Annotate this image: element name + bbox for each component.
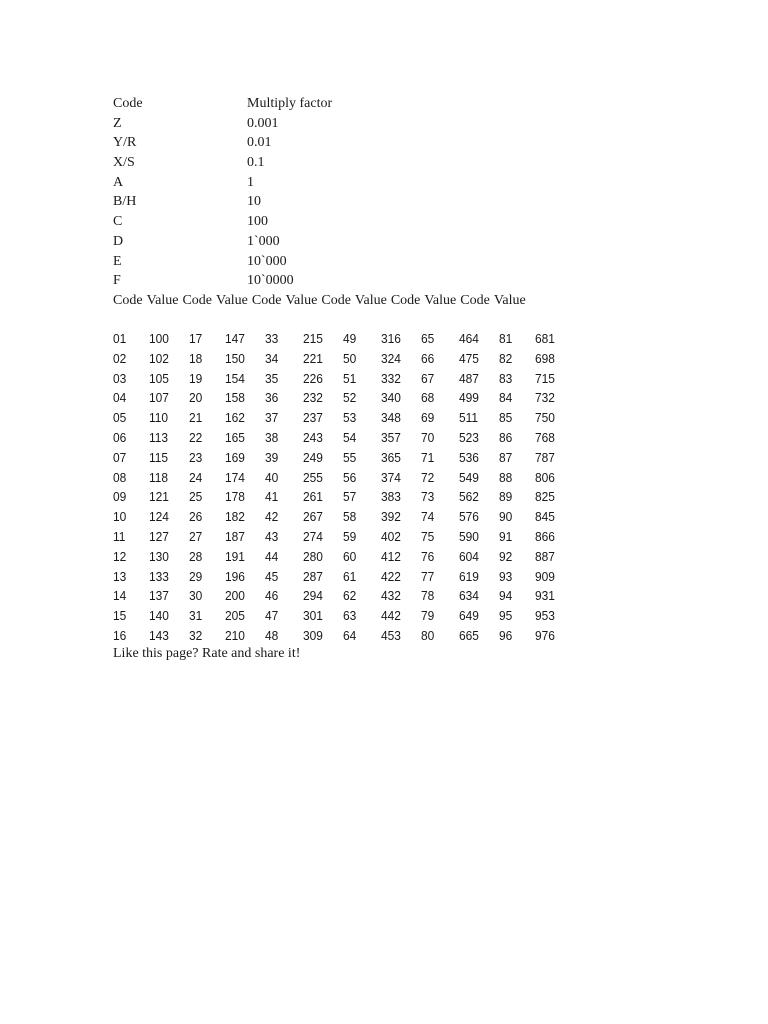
value-cell: 226	[302, 370, 323, 386]
value-cell: 232	[302, 390, 323, 406]
value-cell: 187	[224, 528, 245, 544]
code-cell: 05	[113, 410, 127, 426]
code-cell: 01	[113, 331, 127, 346]
value-cell: 210	[224, 627, 245, 643]
code-cell: 37	[264, 410, 279, 426]
value-cell: 845	[534, 509, 555, 525]
factor-cell: 0.1	[247, 155, 265, 171]
code-cell: 06	[113, 429, 127, 445]
code-cell: 69	[420, 410, 435, 426]
value-cell: 316	[380, 331, 401, 346]
code-cell: C	[113, 214, 123, 230]
code-cell: 34	[264, 350, 279, 366]
code-cell: 71	[420, 449, 435, 465]
code-cell: 25	[188, 489, 203, 505]
code-cell: 55	[343, 449, 357, 465]
code-cell: 92	[498, 548, 513, 564]
value-cell: 130	[148, 548, 169, 564]
code-cell: 87	[498, 449, 513, 465]
code-cell: 32	[188, 627, 203, 643]
value-cell: 576	[458, 509, 479, 525]
code-cell: 08	[113, 469, 127, 485]
value-cell: 110	[148, 410, 169, 426]
code-cell: 07	[113, 449, 127, 465]
value-cell: 107	[148, 390, 169, 406]
code-cell: 28	[188, 548, 203, 564]
value-cell: 348	[380, 410, 401, 426]
code-cell: X/S	[113, 155, 135, 171]
factor-cell: 10`000	[247, 253, 287, 269]
value-cell: 243	[302, 429, 323, 445]
value-column-header: Value	[354, 293, 387, 308]
value-cell: 365	[380, 449, 401, 465]
code-cell: 62	[343, 588, 357, 604]
value-column-header: Value	[424, 293, 457, 308]
value-cell: 698	[534, 350, 555, 366]
code-cell: 21	[188, 410, 203, 426]
code-cell: F	[113, 273, 121, 289]
factor-cell: 10`0000	[247, 273, 294, 289]
code-cell: 84	[498, 390, 513, 406]
value-cell: 715	[534, 370, 555, 386]
value-cell: 158	[224, 390, 245, 406]
code-cell: 31	[188, 608, 203, 624]
value-cell: 205	[224, 608, 245, 624]
code-cell: 35	[264, 370, 279, 386]
code-cell: 33	[264, 331, 279, 346]
code-cell: 02	[113, 350, 127, 366]
value-cell: 102	[148, 350, 169, 366]
code-column-header: Code	[251, 293, 282, 308]
value-cell: 154	[224, 370, 245, 386]
value-cell: 590	[458, 528, 479, 544]
value-cell: 280	[302, 548, 323, 564]
code-cell: B/H	[113, 194, 137, 210]
value-cell: 619	[458, 568, 479, 584]
code-cell: 81	[498, 331, 513, 346]
code-cell: 27	[188, 528, 203, 544]
value-cell: 287	[302, 568, 323, 584]
code-cell: 14	[113, 588, 127, 604]
value-cell: 113	[148, 429, 169, 445]
code-cell: 22	[188, 429, 203, 445]
code-cell: 04	[113, 390, 127, 406]
value-cell: 402	[380, 528, 401, 544]
value-cell: 665	[458, 627, 479, 643]
code-cell: 26	[188, 509, 203, 525]
value-cell: 768	[534, 429, 555, 445]
code-cell: 10	[113, 509, 127, 525]
value-cell: 191	[224, 548, 245, 564]
value-cell: 200	[224, 588, 245, 604]
code-column-header: Code	[460, 293, 490, 308]
code-cell: 38	[264, 429, 279, 445]
value-cell: 255	[302, 469, 323, 485]
value-cell: 442	[380, 608, 401, 624]
value-cell: 732	[534, 390, 555, 406]
code-header: Code	[113, 96, 143, 111]
value-cell: 931	[534, 588, 555, 604]
value-cell: 825	[534, 489, 555, 505]
value-cell: 178	[224, 489, 245, 505]
code-cell: 41	[264, 489, 279, 505]
value-table-header	[113, 291, 530, 311]
code-cell: 80	[420, 627, 435, 643]
code-cell: 52	[343, 390, 357, 406]
code-cell: 83	[498, 370, 513, 386]
code-cell: 82	[498, 350, 513, 366]
value-column-header: Value	[493, 293, 526, 308]
value-cell: 115	[148, 449, 169, 465]
code-cell: E	[113, 253, 122, 269]
value-cell: 523	[458, 429, 479, 445]
value-cell: 374	[380, 469, 401, 485]
value-cell: 127	[148, 528, 169, 544]
code-cell: 11	[113, 528, 126, 544]
value-cell: 681	[534, 331, 555, 346]
code-cell: 65	[420, 331, 435, 346]
code-cell: 50	[343, 350, 357, 366]
code-cell: 96	[498, 627, 513, 643]
code-cell: Y/R	[113, 135, 137, 151]
code-cell: 56	[343, 469, 357, 485]
code-cell: 58	[343, 509, 357, 525]
code-cell: 79	[420, 608, 435, 624]
code-cell: 13	[113, 568, 127, 584]
code-cell: 68	[420, 390, 435, 406]
code-cell: 61	[343, 568, 357, 584]
code-cell: 88	[498, 469, 513, 485]
code-cell: 67	[420, 370, 435, 386]
code-cell: 60	[343, 548, 357, 564]
value-cell: 100	[148, 331, 169, 346]
value-cell: 562	[458, 489, 479, 505]
code-cell: 16	[113, 627, 127, 643]
value-cell: 357	[380, 429, 401, 445]
value-cell: 133	[148, 568, 169, 584]
code-cell: 66	[420, 350, 435, 366]
code-cell: 24	[188, 469, 203, 485]
code-cell: 75	[420, 528, 435, 544]
code-cell: 86	[498, 429, 513, 445]
value-cell: 953	[534, 608, 555, 624]
footer-text: Like this page? Rate and share it!	[113, 646, 301, 661]
value-cell: 221	[302, 350, 323, 366]
value-cell: 887	[534, 548, 555, 564]
value-cell: 182	[224, 509, 245, 525]
value-cell: 432	[380, 588, 401, 604]
value-cell: 976	[534, 627, 555, 643]
value-cell: 249	[302, 449, 323, 465]
code-column-header: Code	[390, 293, 421, 308]
code-cell: 23	[188, 449, 203, 465]
code-cell: 89	[498, 489, 513, 505]
value-cell: 649	[458, 608, 479, 624]
value-cell: 261	[302, 489, 323, 505]
value-cell: 237	[302, 410, 323, 426]
value-cell: 309	[302, 627, 323, 643]
code-cell: 03	[113, 370, 127, 386]
code-cell: 30	[188, 588, 203, 604]
value-cell: 162	[224, 410, 245, 426]
value-cell: 499	[458, 390, 479, 406]
code-cell: 19	[188, 370, 203, 386]
value-cell: 475	[458, 350, 479, 366]
code-cell: 72	[420, 469, 435, 485]
code-cell: 64	[343, 627, 357, 643]
code-cell: 54	[343, 429, 357, 445]
value-cell: 422	[380, 568, 401, 584]
value-cell: 124	[148, 509, 169, 525]
value-cell: 169	[224, 449, 245, 465]
factor-cell: 0.01	[247, 135, 272, 151]
factor-cell: 1	[247, 174, 254, 190]
code-cell: A	[113, 174, 124, 190]
code-cell: D	[113, 233, 124, 249]
value-cell: 511	[458, 410, 479, 426]
code-cell: 12	[113, 548, 127, 564]
value-cell: 137	[148, 588, 169, 604]
value-cell: 604	[458, 548, 479, 564]
code-cell: 43	[264, 528, 279, 544]
value-cell: 301	[302, 608, 323, 624]
code-cell: 29	[188, 568, 203, 584]
value-cell: 174	[224, 469, 245, 485]
value-cell: 340	[380, 390, 401, 406]
value-cell: 143	[148, 627, 169, 643]
code-cell: 70	[420, 429, 435, 445]
factor-cell: 1`000	[247, 233, 280, 249]
code-cell: 77	[420, 568, 435, 584]
code-cell: 93	[498, 568, 513, 584]
value-cell: 147	[224, 331, 245, 346]
factor-cell: 0.001	[247, 115, 279, 131]
code-cell: 95	[498, 608, 513, 624]
value-cell: 274	[302, 528, 323, 544]
value-cell: 150	[224, 350, 245, 366]
value-cell: 165	[224, 429, 245, 445]
value-cell: 453	[380, 627, 401, 643]
value-cell: 383	[380, 489, 401, 505]
code-cell: 63	[343, 608, 357, 624]
value-cell: 412	[380, 548, 401, 564]
value-cell: 750	[534, 410, 555, 426]
value-cell: 634	[458, 588, 479, 604]
value-column-header: Value	[285, 293, 318, 308]
code-cell: 74	[420, 509, 435, 525]
value-column-header: Value	[216, 293, 248, 308]
value-cell: 267	[302, 509, 323, 525]
value-cell: 549	[458, 469, 479, 485]
code-cell: 15	[113, 608, 127, 624]
code-cell: 17	[188, 331, 203, 346]
code-column-header: Code	[182, 293, 213, 308]
code-cell: 18	[188, 350, 203, 366]
code-cell: 57	[343, 489, 357, 505]
code-cell: 90	[498, 509, 513, 525]
value-cell: 294	[302, 588, 323, 604]
code-cell: 76	[420, 548, 435, 564]
code-cell: 78	[420, 588, 435, 604]
code-cell: 48	[264, 627, 279, 643]
code-cell: 73	[420, 489, 435, 505]
code-cell: 09	[113, 489, 127, 505]
value-cell: 105	[148, 370, 169, 386]
code-cell: 44	[264, 548, 279, 564]
value-cell: 787	[534, 449, 555, 465]
value-cell: 536	[458, 449, 479, 465]
code-cell: 53	[343, 410, 357, 426]
code-cell: 94	[498, 588, 513, 604]
value-cell: 140	[148, 608, 169, 624]
code-cell: 39	[264, 449, 279, 465]
factor-header: Multiply factor	[247, 96, 333, 111]
code-column-header: Code	[113, 293, 143, 308]
code-column-header: Code	[321, 293, 351, 308]
code-cell: 91	[498, 528, 513, 544]
value-cell: 121	[148, 489, 169, 505]
code-cell: 51	[343, 370, 357, 386]
code-cell: Z	[113, 115, 122, 131]
value-cell: 332	[380, 370, 401, 386]
code-cell: 36	[264, 390, 279, 406]
factor-cell: 10	[247, 194, 261, 210]
code-cell: 46	[264, 588, 279, 604]
code-cell: 42	[264, 509, 279, 525]
value-cell: 464	[458, 331, 479, 346]
code-cell: 45	[264, 568, 279, 584]
value-cell: 866	[534, 528, 555, 544]
code-cell: 85	[498, 410, 513, 426]
value-cell: 806	[534, 469, 555, 485]
code-cell: 59	[343, 528, 357, 544]
factor-cell: 100	[247, 214, 268, 230]
value-cell: 324	[380, 350, 401, 366]
value-cell: 487	[458, 370, 479, 386]
value-cell: 215	[302, 331, 323, 346]
value-cell: 392	[380, 509, 401, 525]
code-cell: 47	[264, 608, 279, 624]
code-cell: 20	[188, 390, 203, 406]
value-column-header: Value	[146, 293, 179, 308]
code-cell: 40	[264, 469, 279, 485]
value-cell: 196	[224, 568, 245, 584]
value-cell: 909	[534, 568, 555, 584]
code-cell: 49	[343, 331, 357, 346]
value-cell: 118	[148, 469, 169, 485]
